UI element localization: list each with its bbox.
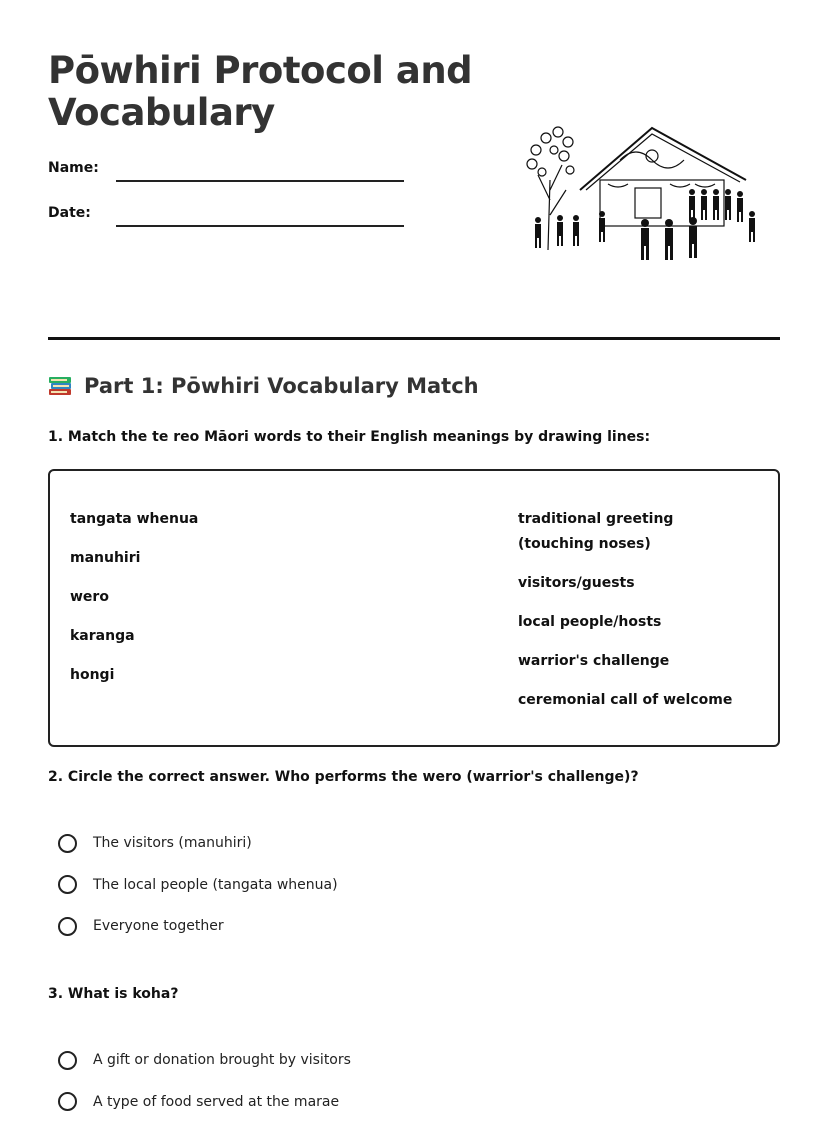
section-divider — [48, 337, 780, 340]
name-field — [48, 160, 408, 190]
option-label: The local people (tangata whenua) — [93, 876, 338, 893]
part1-heading — [48, 374, 479, 398]
option-label: The visitors (manuhiri) — [93, 835, 252, 851]
match-meaning-item[interactable]: local people/hosts — [518, 614, 662, 630]
books-icon — [48, 374, 74, 398]
vocabulary-match-box — [48, 469, 780, 747]
option-label: Everyone together — [93, 918, 224, 934]
marae-illustration — [520, 120, 766, 272]
q3-options — [58, 1048, 351, 1131]
radio-circle[interactable] — [58, 917, 77, 936]
radio-circle[interactable] — [58, 875, 77, 894]
match-term-item[interactable]: karanga — [70, 628, 135, 644]
part1-heading-text: Part 1: Pōwhiri Vocabulary Match — [84, 374, 479, 398]
date-field — [48, 205, 408, 235]
match-term-item[interactable]: wero — [70, 589, 109, 605]
radio-circle[interactable] — [58, 1092, 77, 1111]
radio-circle[interactable] — [58, 1051, 77, 1070]
match-term-item[interactable]: hongi — [70, 667, 115, 683]
match-meanings — [518, 507, 754, 727]
q3-option[interactable] — [58, 1090, 351, 1114]
date-label: Date: — [48, 205, 91, 221]
match-meaning-item[interactable]: traditional greeting (touching noses) — [518, 511, 674, 552]
match-meaning-item[interactable]: visitors/guests — [518, 575, 635, 591]
radio-circle[interactable] — [58, 834, 77, 853]
match-term-item[interactable]: manuhiri — [70, 550, 141, 566]
name-label: Name: — [48, 160, 99, 176]
q2-option[interactable] — [58, 914, 338, 938]
q2-option[interactable] — [58, 873, 338, 897]
match-term-item[interactable]: tangata whenua — [70, 511, 199, 527]
match-meaning-item[interactable]: warrior's challenge — [518, 653, 670, 669]
q1-prompt: 1. Match the te reo Māori words to their English meanings by drawing lines: — [48, 429, 651, 445]
match-meaning-item[interactable]: ceremonial call of welcome — [518, 692, 733, 708]
option-label: A gift or donation brought by visitors — [93, 1052, 351, 1068]
q2-option[interactable] — [58, 831, 338, 855]
match-terms — [70, 507, 198, 702]
q3-prompt: 3. What is koha? — [48, 986, 179, 1002]
page-title: Pōwhiri Protocol and Vocabulary — [48, 49, 473, 134]
worksheet-page — [48, 0, 780, 1118]
q2-prompt: 2. Circle the correct answer. Who performs the wero (warrior's challenge)? — [48, 769, 639, 785]
option-label: A type of food served at the marae — [93, 1093, 340, 1110]
q3-option[interactable] — [58, 1048, 351, 1072]
name-line[interactable] — [116, 180, 404, 182]
date-line[interactable] — [116, 225, 404, 227]
q2-options — [58, 831, 338, 956]
